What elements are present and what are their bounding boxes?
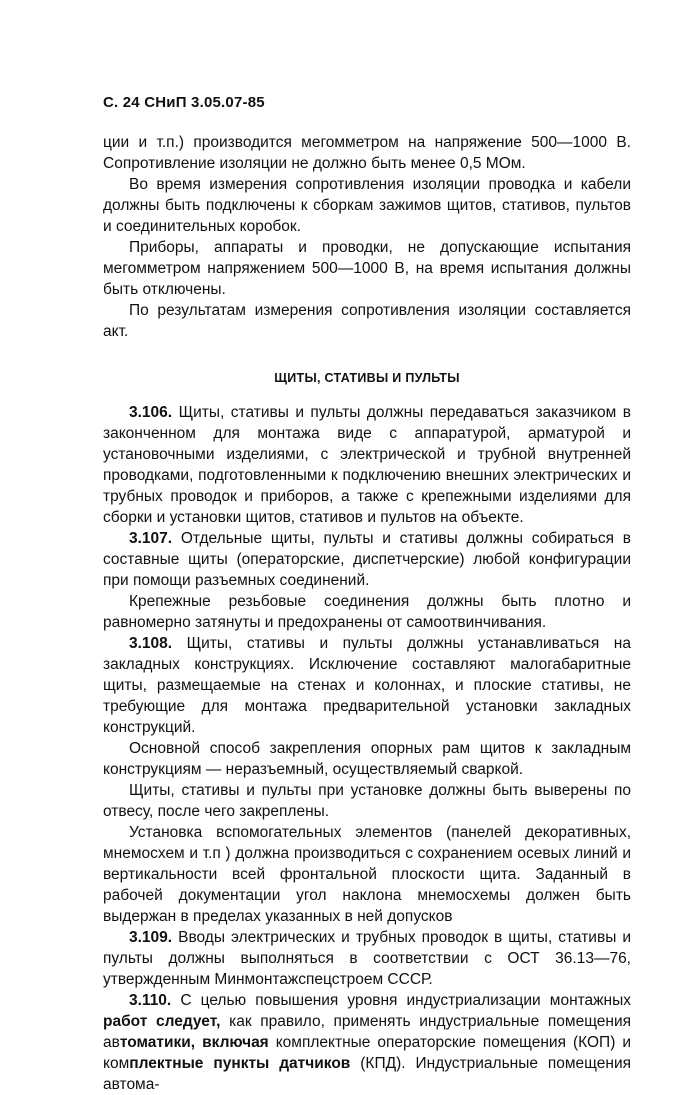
intro-paragraph-3: Приборы, аппараты и проводки, не допускающие испытания мегомметром напряжением 500—1000 В, на время испытания должны быть отключены. [103, 239, 631, 298]
clause-3-108-paragraph-4: Установка вспомогательных элементов (панелей декоративных, мнемосхем и т.п ) должна производиться с сохранением осевых линий и вертикальности всей фронтальной плоскости щита. Заданный в рабочей документации угол наклона мнемосхемы должен быть выдержан в пределах указанных в ней допусков [103, 824, 631, 925]
clause-text-part: как правило, применять индустриальные помещения ав [103, 1013, 631, 1051]
clause-3-110 [103, 990, 631, 1095]
clause-text: Щиты, стативы и пульты должны устанавливаться на закладных конструкциях. Исключение составляют малогабаритные щиты, размещаемые на стенах и колоннах, и плоские стативы, не требующие для монтажа предварительной установки закладных конструкций. [103, 635, 631, 736]
intro-paragraph-1: ции и т.п.) производится мегомметром на напряжение 500—1000 В. Сопротивление изоляции не должно быть менее 0,5 МОм. [103, 134, 631, 172]
clause-text-part: комплектные операторские помещения (КОП) и ком [103, 1034, 631, 1072]
clause-3-108-paragraph-2: Основной способ закрепления опорных рам щитов к закладным конструкциям — неразъемный, осуществляемый сваркой. [103, 740, 631, 778]
clause-text: Отдельные щиты, пульты и стативы должны собираться в составные щиты (операторские, диспетчерские) любой конфигурации при помощи разъемных соединений. [103, 530, 631, 589]
intro-paragraph-4: По результатам измерения сопротивления изоляции составляется акт. [103, 302, 631, 340]
running-header: С. 24 СНиП 3.05.07-85 [103, 94, 265, 111]
clause-3-108 [103, 633, 631, 738]
clause-number: 3.109. [129, 929, 173, 946]
clause-text: Вводы электрических и трубных проводок в щиты, стативы и пульты должны выполняться в соответствии с ОСТ 36.13—76, утвержденным Минмонтажспецстроем СССР. [103, 929, 631, 988]
clause-number: 3.110. [129, 992, 172, 1009]
clause-text-part: (КПД). Индустриальные помещения автома- [103, 1055, 631, 1093]
clause-text-bold-part: томатики, включая [119, 1034, 269, 1051]
clause-number: 3.108. [129, 635, 173, 652]
clause-number: 3.107. [129, 530, 173, 547]
clause-text-bold-part: работ следует, [103, 1013, 221, 1030]
clause-3-109 [103, 927, 631, 990]
clause-3-108-paragraph-3: Щиты, стативы и пульты при установке должны быть выверены по отвесу, после чего закреплены. [103, 782, 631, 820]
clause-text: Щиты, стативы и пульты должны передаваться заказчиком в законченном для монтажа виде с аппаратурой, арматурой и установочными изделиями, с электрической и трубной внутренней проводками, подготовленными к подключению внешних электрических и трубных проводок и приборов, а также с крепежными изделиями для сборки и установки щитов, стативов и пультов на объекте. [103, 404, 631, 526]
clause-text-bold-part: плектные пункты датчиков [129, 1055, 351, 1072]
clause-text-part: С целью повышения уровня индустриализации монтажных [171, 992, 631, 1009]
clause-3-106 [103, 402, 631, 528]
document-page [103, 94, 631, 1095]
section-heading: ЩИТЫ, СТАТИВЫ И ПУЛЬТЫ [274, 371, 460, 385]
clause-3-107-paragraph-2: Крепежные резьбовые соединения должны быть плотно и равномерно затянуты и предохранены от самоотвинчивания. [103, 593, 631, 631]
clause-3-107 [103, 528, 631, 591]
intro-paragraph-2: Во время измерения сопротивления изоляции проводка и кабели должны быть подключены к сборкам зажимов щитов, стативов, пультов и соединительных коробок. [103, 176, 631, 235]
clause-number: 3.106. [129, 404, 173, 421]
